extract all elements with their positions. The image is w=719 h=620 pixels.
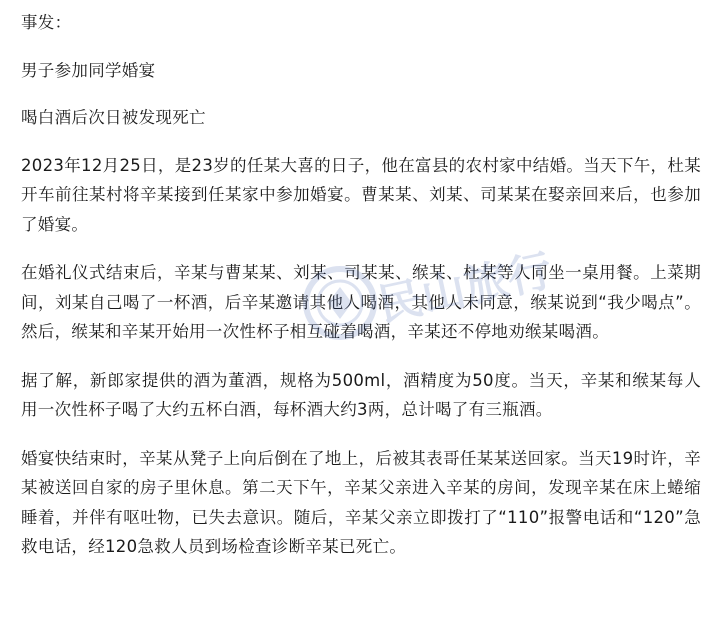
section-heading: 事发： (21, 13, 72, 32)
paragraph-3: 据了解，新郎家提供的酒为董酒，规格为500ml，酒精度为50度。当天，辛某和缑某每人用一次性杯子喝了大约五杯白酒，每杯酒大约3两，总计喝了有三瓶酒。 (21, 370, 701, 419)
paragraph-2: 在婚礼仪式结束后，辛某与曹某某、刘某、司某某、缑某、杜某等人同坐一桌用餐。上菜期间，刘某自己喝了一杯酒，后辛某邀请其他人喝酒，其他人未同意，缑某说到“我少喝点”。然后，缑某和辛某开始用一次性杯子相互碰着喝酒，辛某还不停地劝缑某喝酒。 (21, 263, 701, 341)
subtitle-line-1: 男子参加同学婚宴 (21, 60, 156, 80)
article-body (21, 8, 701, 581)
subtitle-line-2: 喝白酒后次日被发现死亡 (21, 108, 206, 127)
paragraph-1: 2023年12月25日，是23岁的任某大喜的日子，他在富县的农村家中结婚。当天下午，杜某开车前往某村将辛某接到任某家中参加婚宴。曹某某、刘某、司某某在娶亲回来后，也参加了婚宴。 (21, 155, 701, 234)
watermark-text: 民山旅行 (373, 245, 557, 332)
paragraph-4: 婚宴快结束时，辛某从凳子上向后倒在了地上，后被其表哥任某某送回家。当天19时许，辛某被送回自家的房子里休息。第二天下午，辛某父亲进入辛某的房间，发现辛某在床上蜷缩睡着，并伴有呕吐物，已失去意识。随后，辛某父亲立即拨打了“110”报警电话和“120”急救电话，经120急救人员到场检查诊断辛某已死亡。 (21, 448, 701, 556)
